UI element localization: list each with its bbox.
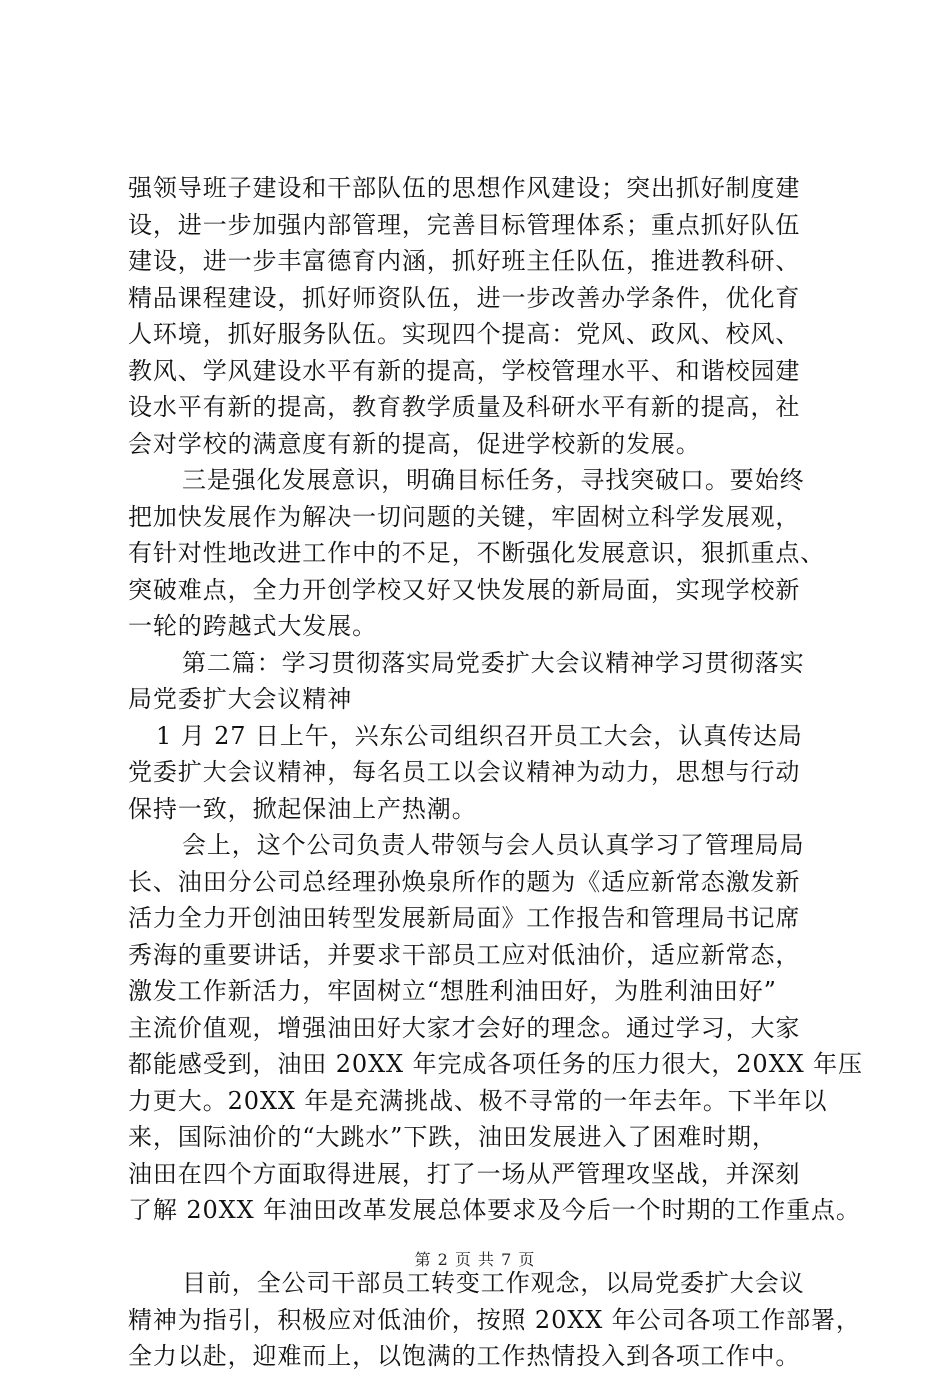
text-line: 设，进一步加强内部管理，完善目标管理体系；重点抓好队伍 — [128, 210, 801, 239]
paragraph-start-line: 1 月 27 日上午，兴东公司组织召开员工大会，认真传达局 — [156, 721, 803, 750]
text-line: 有针对性地改进工作中的不足，不断强化发展意识，狠抓重点、 — [128, 539, 826, 567]
text-line: 设水平有新的提高，教育教学质量及科研水平有新的提高，社 — [128, 393, 801, 421]
paragraph-start-line: 三是强化发展意识，明确目标任务，寻找突破口。要始终 — [182, 466, 805, 494]
text-line: 建设，进一步丰富德育内涵，抓好班主任队伍，推进教科研、 — [128, 247, 801, 275]
text-line: 精神为指引，积极应对低油价，按照 20XX 年公司各项工作部署， — [128, 1305, 861, 1334]
text-line: 精品课程建设，抓好师资队伍，进一步改善办学条件，优化育 — [128, 283, 801, 312]
text-line: 突破难点，全力开创学校又好又快发展的新局面，实现学校新 — [128, 575, 801, 604]
text-line: 长、油田分公司总经理孙焕泉所作的题为《适应新常态激发新 — [128, 867, 801, 896]
section-heading-line: 第二篇：学习贯彻落实局党委扩大会议精神学习贯彻落实 — [182, 648, 805, 677]
text-line: 力更大。20XX 年是充满挑战、极不寻常的一年去年。下半年以 — [128, 1086, 828, 1115]
text-line: 党委扩大会议精神，每名员工以会议精神为动力，思想与行动 — [128, 758, 801, 786]
page-number-footer: 第 2 页 共 7 页 — [414, 1250, 536, 1269]
text-line: 一轮的跨越式大发展。 — [128, 612, 377, 640]
paragraph-start-line: 目前，全公司干部员工转变工作观念，以局党委扩大会议 — [182, 1269, 805, 1297]
text-line: 会对学校的满意度有新的提高，促进学校新的发展。 — [128, 429, 701, 458]
document-body — [128, 170, 863, 1375]
text-line: 主流价值观，增强油田好大家才会好的理念。通过学习，大家 — [128, 1013, 801, 1042]
paragraph-start-line: 会上，这个公司负责人带领与会人员认真学习了管理局局 — [182, 831, 805, 859]
text-line: 来，国际油价的“大跳水”下跌，油田发展进入了困难时期， — [128, 1123, 777, 1151]
text-line: 强领导班子建设和干部队伍的思想作风建设；突出抓好制度建 — [128, 174, 801, 202]
section-heading-line: 局党委扩大会议精神 — [128, 685, 353, 713]
text-line: 保持一致，掀起保油上产热潮。 — [128, 794, 477, 823]
text-line: 全力以赴，迎难而上，以饱满的工作热情投入到各项工作中。 — [128, 1342, 801, 1370]
text-line: 激发工作新活力，牢固树立“想胜利油田好，为胜利油田好” — [128, 977, 777, 1005]
text-line: 都能感受到，油田 20XX 年完成各项任务的压力很大，20XX 年压 — [128, 1050, 863, 1078]
text-line: 了解 20XX 年油田改革发展总体要求及今后一个时期的工作重点。 — [128, 1196, 861, 1224]
text-line: 活力全力开创油田转型发展新局面》工作报告和管理局书记席 — [128, 904, 801, 932]
text-line: 秀海的重要讲话，并要求干部员工应对低油价，适应新常态， — [128, 940, 801, 969]
text-line: 油田在四个方面取得进展，打了一场从严管理攻坚战，并深刻 — [128, 1159, 801, 1188]
text-line: 把加快发展作为解决一切问题的关键，牢固树立科学发展观， — [128, 502, 801, 531]
text-line: 教风、学风建设水平有新的提高，学校管理水平、和谐校园建 — [128, 356, 801, 385]
text-line: 人环境，抓好服务队伍。实现四个提高：党风、政风、校风、 — [128, 320, 801, 348]
